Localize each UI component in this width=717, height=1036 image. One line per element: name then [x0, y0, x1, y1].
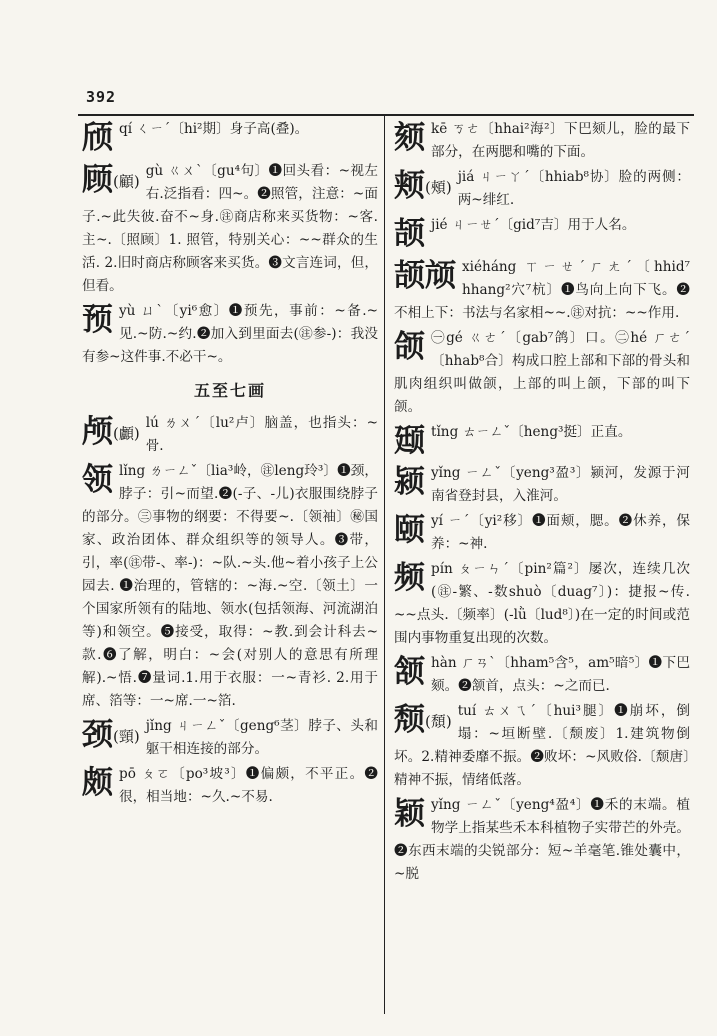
entry-definition: yù ㄩˋ〔yi⁶愈〕❶预先，事前：~备.~见.~防.~约.❷加入到里面去(㊟参-)：我没有参~这件事.不必干~。: [82, 302, 378, 365]
dictionary-entry: [394, 700, 690, 792]
entry-definition: pō ㄆㄛ〔po³坡³〕❶偏颇，不平正。❷很，相当地：~久.~不易.: [119, 765, 378, 805]
headword: 颖: [394, 796, 425, 832]
headword: 颋: [394, 422, 425, 459]
headword: 颏: [394, 120, 425, 156]
entry-definition: ㊀gé ㄍㄜˊ〔gab⁷鸽〕口。㊁hé ㄏㄜˊ〔hhab⁸合〕构成口腔上部和下部的骨头和肌肉组织叫做颌，上部的叫上颌，下部的叫下颌。: [394, 329, 690, 415]
entry-definition: yǐng ㄧㄥˇ〔yeng³盈³〕颍河，发源于河南省登封县，入淮河。: [431, 465, 690, 504]
dictionary-entry: [82, 118, 378, 158]
dictionary-entry: [394, 558, 690, 650]
entry-definition: qí ㄑㄧˊ〔hi²期〕身子高(叠)。: [119, 121, 309, 137]
dictionary-entry: [394, 421, 690, 461]
dictionary-entry: [394, 462, 690, 508]
dictionary-entry: [394, 652, 690, 698]
headword: 颍: [394, 464, 425, 500]
headword: 领: [82, 461, 113, 498]
dictionary-entry: [394, 118, 690, 164]
headword: 颉: [394, 216, 425, 252]
dictionary-entry: [394, 256, 690, 325]
entry-definition: hàn ㄏㄢˋ〔hham⁵含⁵，am⁵暗⁵〕❶下巴颏。❷颔首，点头：~之而已.: [431, 655, 690, 694]
headword: 颅(顱): [82, 413, 140, 450]
dictionary-entry: [394, 794, 690, 886]
entry-definition: jiá ㄐㄧㄚˊ〔hhiab⁸协〕脸的两侧：两~绯红.: [457, 169, 690, 208]
dictionary-entry: [82, 412, 378, 458]
entry-definition: tǐng ㄊㄧㄥˇ〔heng³挺〕正直。: [431, 423, 632, 440]
dictionary-entry: [82, 160, 378, 298]
section-title: 五至七画: [193, 380, 266, 400]
headword: 颀: [82, 120, 113, 156]
dictionary-entry: [394, 327, 690, 419]
dictionary-entry: [394, 166, 690, 212]
entry-definition: tuí ㄊㄨㄟˊ〔hui³腿〕❶崩坏，倒塌：~垣断壁.〔颓废〕1.建筑物倒坏。2.精神委靡不振。❷败坏：~风败俗.〔颓唐〕精神不振，情绪低落。: [394, 703, 690, 788]
headword: 颔: [394, 654, 425, 690]
dictionary-entry: [394, 510, 690, 556]
entry-definition: jǐng ㄐㄧㄥˇ〔geng⁶茎〕脖子、头和躯干相连接的部分。: [145, 717, 378, 757]
headword: 颉颃: [394, 257, 456, 294]
headword: 颐: [394, 512, 425, 548]
entry-definition: pín ㄆㄧㄣˊ〔pin²篇²〕屡次，连续几次(㊟-繁、-数shuò〔duag⁷〕)：捷报~传. ~~点头.〔频率〕(-lǜ〔lud⁸〕)在一定的时间或范围内事物重复出现的次数。: [394, 561, 690, 646]
headword: 顾(顧): [82, 161, 140, 198]
entry-definition: lú ㄌㄨˊ〔lu²卢〕脑盖，也指头：~骨.: [145, 414, 378, 454]
headword: 频: [394, 560, 425, 596]
column-divider: [384, 114, 385, 1014]
dictionary-entry: [82, 460, 378, 713]
headword: 预: [82, 301, 113, 338]
entry-definition: yí ㄧˊ〔yi²移〕❶面颊，腮。❷休养，保养：~神.: [431, 513, 690, 552]
page-number: 392: [86, 88, 117, 106]
entry-definition: lǐng ㄌㄧㄥˇ〔lia³岭，㊟leng玲³〕❶颈，脖子：引~而望.❷(-子、-儿)衣服围绕脖子的部分。㊂事物的纲要：不得要~.〔领袖〕㊙国家、政治团体、群众组织等的领导人。❸带，引，率(㊟带-、率-)：~队.~头.他~着小孩子上公园去. ❶治理的，管辖的：~海.~空.〔领土〕一个国家所领有的陆地、领水(包括领海、河流湖泊等)和领空。❺接受，取得：~教.到会计科去~款.❻了解，明白：~会(对别人的意思有所理解).~悟.❼量词.1.用于衣服：一~青衫. 2.用于席、箔等：一~席.一~箔.: [82, 462, 378, 709]
headword: 颓(頹): [394, 702, 452, 738]
dictionary-entry: [82, 300, 378, 369]
right-column: [394, 118, 690, 888]
entry-definition: jié ㄐㄧㄝˊ〔gid⁷吉〕用于人名。: [431, 217, 636, 233]
dictionary-entry: [82, 715, 378, 761]
headword: 颌: [394, 328, 425, 365]
headword: 颇: [82, 764, 113, 801]
entry-definition: xiéháng ㄒㄧㄝˊㄏㄤˊ〔hhid⁷ hhang²穴⁷杭〕❶鸟向上向下飞。❷不相上下：书法与名家相~~.㊟对抗：~~作用.: [394, 258, 690, 321]
dictionary-entry: [394, 214, 690, 254]
left-column: [82, 118, 378, 811]
entry-definition: yǐng ㄧㄥˇ〔yeng⁴盈⁴〕❶禾的末端。植物学上指某些禾本科植物子实带芒的外壳。❷东西末端的尖锐部分：短~羊毫笔.锥处囊中，~脱: [394, 797, 690, 882]
dictionary-entry: [82, 763, 378, 809]
entry-definition: gù ㄍㄨˋ〔gu⁴句〕❶回头看：~视左右.泛指看：四~。❷照管，注意：~面子.~此失彼.奋不~身.㊟商店称来买货物：~客. 主~.〔照顾〕1. 照管，特别关心：~~群众的生活. 2.旧时商店称顾客来买货。❸文言连词，但，但看。: [82, 162, 378, 294]
headword: 颈(頸): [82, 716, 140, 753]
header-rule: [78, 114, 694, 116]
headword: 颊(頰): [394, 168, 452, 204]
entry-definition: kē ㄎㄜ〔hhai²海²〕下巴颏儿，脸的最下部分，在两腮和嘴的下面。: [431, 121, 690, 160]
